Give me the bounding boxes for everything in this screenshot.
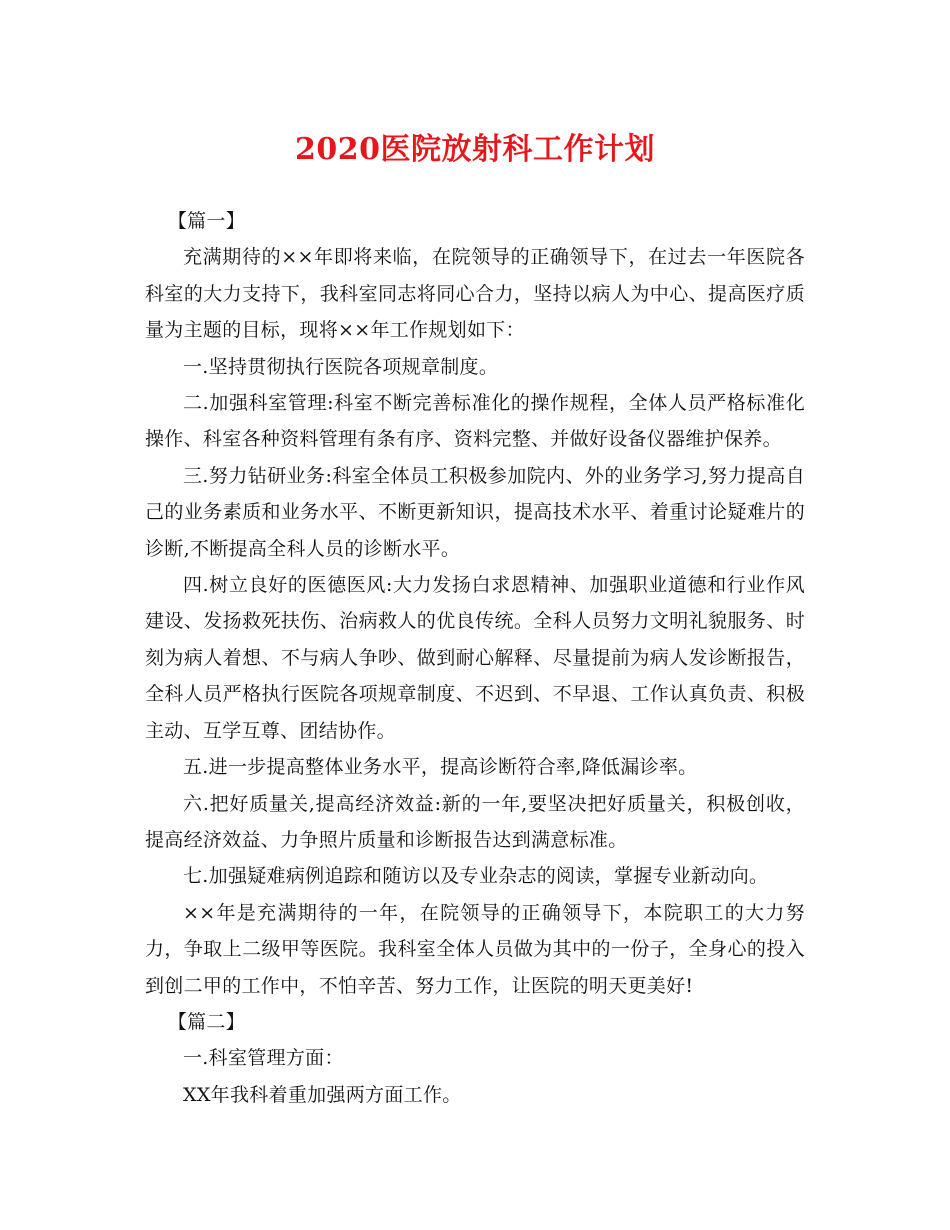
paragraph-item-3: 三.努力钻研业务:科室全体员工积极参加院内、外的业务学习,努力提高自己的业务素质和业务水平、不断更新知识，提高技术水平、着重讨论疑难片的诊断,不断提高全科人员的诊断水平。	[145, 464, 805, 560]
paragraph-last: XX年我科着重加强两方面工作。	[183, 1083, 462, 1106]
document-title: 2020医院放射科工作计划	[295, 132, 655, 167]
paragraph-conclusion: ××年是充满期待的一年，在院领导的正确领导下，本院职工的大力努力，争取上二级甲等医院。我科室全体人员做为其中的一份子，全身心的投入到创二甲的工作中，不怕辛苦、努力工作，让医院的明天更美好!	[145, 901, 805, 997]
document-body	[145, 203, 805, 1113]
paragraph-subheading: 一.科室管理方面：	[183, 1047, 344, 1070]
paragraph-item-6: 六.把好质量关,提高经济效益:新的一年,要坚决把好质量关，积极创收，提高经济效益、力争照片质量和诊断报告达到满意标准。	[145, 792, 805, 851]
paragraph-item-2: 二.加强科室管理:科室不断完善标准化的操作规程，全体人员严格标准化操作、科室各种资料管理有条有序、资料完整、并做好设备仪器维护保养。	[145, 392, 805, 451]
paragraph-item-4: 四.树立良好的医德医风:大力发扬白求恩精神、加强职业道德和行业作风建设、发扬救死扶伤、治病救人的优良传统。全科人员努力文明礼貌服务、时刻为病人着想、不与病人争吵、做到耐心解释、尽量提前为病人发诊断报告，全科人员严格执行医院各项规章制度、不迟到、不早退、工作认真负责、积极主动、互学互尊、团结协作。	[145, 574, 805, 742]
paragraph-item-1: 一.坚持贯彻执行医院各项规章制度。	[183, 355, 499, 378]
section-heading-2: 【篇二】	[167, 1010, 245, 1033]
paragraph-item-5: 五.进一步提高整体业务水平，提高诊断符合率,降低漏诊率。	[183, 756, 698, 779]
section-heading-1: 【篇一】	[167, 210, 245, 232]
paragraph-intro: 充满期待的××年即将来临，在院领导的正确领导下，在过去一年医院各科室的大力支持下，我科室同志将同心合力，坚持以病人为中心、提高医疗质量为主题的目标，现将××年工作规划如下：	[145, 246, 805, 342]
paragraph-item-7: 七.加强疑难病例追踪和随访以及专业杂志的阅读，掌握专业新动向。	[183, 865, 769, 888]
